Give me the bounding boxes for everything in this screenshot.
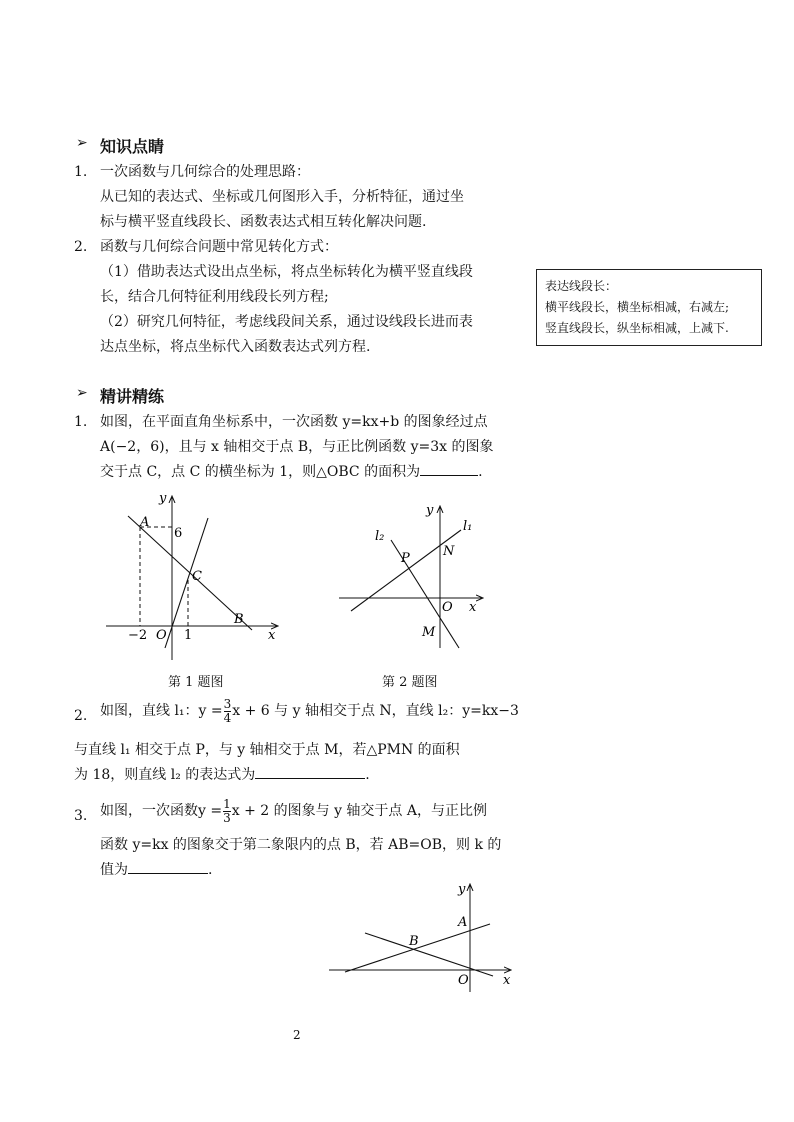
x-axis-label: x xyxy=(469,600,477,615)
problem-1-line: A(−2，6)，且与 x 轴相交于点 B，与正比例函数 y=3x 的图象 xyxy=(100,439,494,455)
fraction xyxy=(224,698,232,725)
problem-3-text: 值为 xyxy=(100,862,128,878)
problem-2-line xyxy=(100,694,519,728)
problem-number: 1. xyxy=(74,414,88,430)
knowledge-point-1-title: 一次函数与几何综合的处理思路： xyxy=(100,164,310,180)
origin-label: O xyxy=(458,973,469,988)
line-l1-label: l₁ xyxy=(463,519,473,534)
figure-1-caption: 第 1 题图 xyxy=(168,675,224,690)
bullet-arrow-icon: ➢ xyxy=(76,135,88,151)
side-note-box xyxy=(536,269,762,346)
problem-2-line xyxy=(74,764,370,786)
problem-1-line: 如图，在平面直角坐标系中，一次函数 y=kx+b 的图象经过点 xyxy=(100,414,488,430)
origin-label: O xyxy=(156,628,167,643)
point-b-label: B xyxy=(409,934,419,949)
period: . xyxy=(478,464,483,480)
section-title-knowledge: 知识点睛 xyxy=(100,137,165,156)
knowledge-point-2-line: （2）研究几何特征，考虑线段间关系，通过设线段长进而表 xyxy=(100,314,473,330)
problem-1-text: 交于点 C，点 C 的横坐标为 1，则△OBC 的面积为 xyxy=(100,464,421,480)
item-number: 1. xyxy=(74,164,88,180)
fraction-denominator: 4 xyxy=(223,710,232,725)
side-note-line: 竖直线段长，纵坐标相减，上减下. xyxy=(545,321,729,335)
period: . xyxy=(208,862,213,878)
problem-2-line: 与直线 l₁ 相交于点 P，与 y 轴相交于点 M，若△PMN 的面积 xyxy=(74,742,460,758)
figure-2-coordinate-graph xyxy=(335,500,495,660)
origin-label: O xyxy=(442,600,453,615)
bullet-arrow-icon: ➢ xyxy=(76,385,88,401)
point-a-label: A xyxy=(140,515,150,530)
problem-2-text: 如图，直线 l₁： xyxy=(100,703,199,719)
side-note-title: 表达线段长： xyxy=(545,279,618,293)
answer-blank[interactable] xyxy=(420,461,478,476)
problem-3-text: x + 2 的图象与 y 轴交于点 A，与正比例 xyxy=(231,803,487,819)
figure-3-coordinate-graph xyxy=(325,880,525,992)
line-l2-label: l₂ xyxy=(375,529,385,544)
problem-2-text: x + 6 与 y 轴相交于点 N，直线 l₂：y=kx−3 xyxy=(232,703,519,719)
line-l1 xyxy=(351,530,461,611)
knowledge-point-2-line: （1）借助表达式设出点坐标，将点坐标转化为横平竖直线段 xyxy=(100,264,473,280)
equation-y: y = xyxy=(198,703,223,719)
problem-3-text: 如图，一次函数 xyxy=(100,803,198,819)
problem-number: 3. xyxy=(74,808,88,824)
knowledge-point-2-line: 达点坐标，将点坐标代入函数表达式列方程. xyxy=(100,339,371,355)
knowledge-point-2-title: 函数与几何综合问题中常见转化方式： xyxy=(100,239,338,255)
y-axis-label: y xyxy=(159,491,167,506)
answer-blank[interactable] xyxy=(255,764,365,779)
knowledge-point-1-line: 从已知的表达式、坐标或几何图形入手，分析特征，通过坐 xyxy=(100,189,464,205)
problem-3-line xyxy=(100,794,487,828)
side-note-line: 横平线段长，横坐标相减，右减左; xyxy=(545,300,730,314)
point-n-label: N xyxy=(443,544,455,559)
tick-label: 1 xyxy=(184,628,193,643)
x-axis-label: x xyxy=(503,973,511,988)
point-b-label: B xyxy=(234,612,244,627)
figure-1-coordinate-graph xyxy=(100,488,290,668)
point-p-label: P xyxy=(401,551,410,566)
point-a-label: A xyxy=(458,915,468,930)
item-number: 2. xyxy=(74,239,88,255)
problem-number: 2. xyxy=(74,708,88,724)
equation-y: y = xyxy=(198,803,223,819)
point-c-label: C xyxy=(192,569,202,584)
point-m-label: M xyxy=(422,625,436,640)
fraction-denominator: 3 xyxy=(223,810,231,825)
period: . xyxy=(365,767,370,783)
knowledge-point-2-line: 长，结合几何特征利用线段长列方程; xyxy=(100,289,329,305)
page-number: 2 xyxy=(293,1028,301,1042)
fraction-numerator: 3 xyxy=(223,696,232,711)
section-title-practice: 精讲精练 xyxy=(100,387,165,406)
fraction xyxy=(223,798,231,825)
knowledge-point-1-line: 标与横平竖直线段长、函数表达式相互转化解决问题. xyxy=(100,214,427,230)
tick-label: −2 xyxy=(128,628,148,643)
answer-blank[interactable] xyxy=(128,859,208,874)
x-axis-label: x xyxy=(268,628,276,643)
problem-3-line: 函数 y=kx 的图象交于第二象限内的点 B，若 AB=OB，则 k 的 xyxy=(100,837,502,853)
problem-2-text: 为 18，则直线 l₂ 的表达式为 xyxy=(74,767,256,783)
tick-label: 6 xyxy=(174,526,183,541)
y-axis-label: y xyxy=(426,503,434,518)
y-axis-label: y xyxy=(458,882,466,897)
figure-2-caption: 第 2 题图 xyxy=(382,675,438,690)
fraction-numerator: 1 xyxy=(223,796,231,811)
problem-1-line xyxy=(100,461,483,483)
problem-3-line xyxy=(100,859,212,881)
